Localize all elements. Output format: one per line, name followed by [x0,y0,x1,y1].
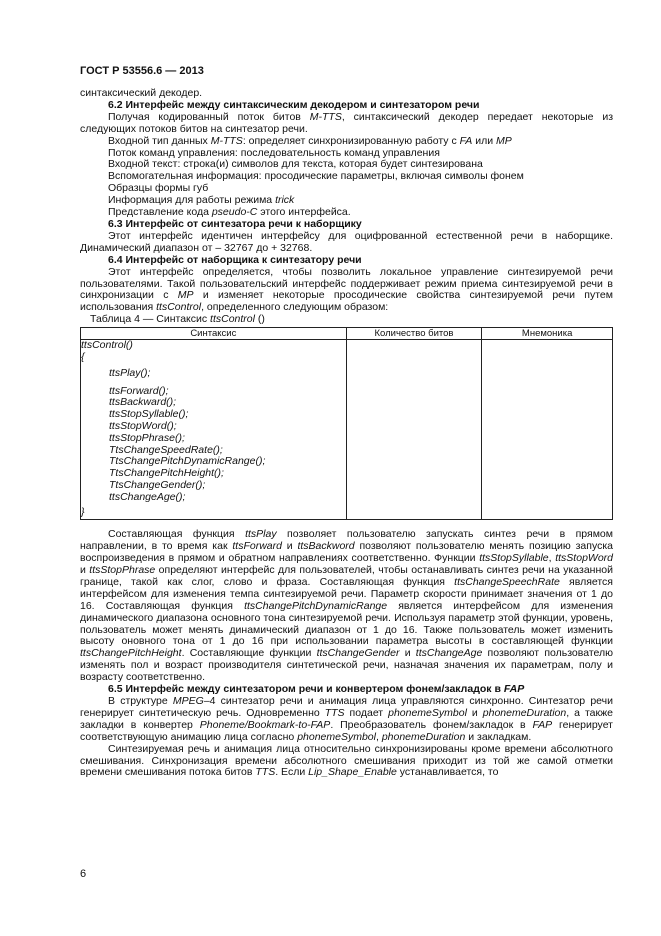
page-number: 6 [80,868,87,880]
code-line: ttsChangeAge(); [109,490,186,503]
list-item: Вспомогательная информация: просодические параметры, включая символы фонем [108,170,524,183]
code-line: ttsStopPhrase(); [109,431,185,444]
page-header: ГОСТ Р 53556.6 — 2013 [80,65,204,77]
list-item: Входной текст: строка(и) символов для текста, которая будет синтезирована [108,158,483,171]
code-line: TtsChangePitchDynamicRange(); [109,455,266,468]
code-line: } [81,506,85,519]
section-heading-6-2: 6.2 Интерфейс между синтаксическим декодером и синтезатором речи [108,98,480,111]
page-content [80,88,613,779]
list-item: Представление кода pseudo-C этого интерфейса. [108,206,351,219]
mnemonic-cell [482,340,613,520]
table-header: Количество битов [346,328,482,340]
paragraph: синтаксический декодер. [80,87,203,99]
paragraph: В структуре MPEG–4 синтезатор речи и анимация лица управляются синхронно. Синтезатор речи генерирует синтетическую речь. Одновременно TTS подает phonemeSymbol и phonemeDuration, а также закладки в конвертер Phoneme/Bookmark-to-FAP. Преобразователь фонем/закладок в FAP генерирует соответствующую анимацию лица согласно phonemeSymbol, phonemeDuration и закладкам. [80,694,614,743]
paragraph-functions: Составляющая функция ttsPlay позволяет пользователю запускать синтез речи в прямом направлении, в то время как ttsForward и ttsBackword позволяют пользователю менять позицию запуска воспроизведения в прямом и обратном направлениях соответственно. Функции ttsStopSyllable, ttsStopWord и ttsStopPhrase определяют интерфейс для пользователей, чтобы останавливать синтез речи на указанной границе, такой как слог, слово и фраза. Составляющая функция ttsChangeSpeechRate является интерфейсом для изменения темпа синтезируемой речи. Параметр скорости принимает значения от 1 до 16. Составляющая функция ttsChangePitchDynamicRange является интерфейсом для изменения динамического диапазона основного тона синтезируемой речи. Используя параметр этой функции, уровень, пользователь может менять динамический диапазон от 1 до 16. Также пользователь может изменить высоту оновного тона от 1 до 16 при использовании параметра высоты в составляющей функции ttsChangePitchHeight. Составляющие функции ttsChangeGender и ttsChangeAge позволяют пользователю изменять пол и возраст производителя синтетической речи, назначая значения их параметрам, полу и возрасту соответственно. [80,528,614,684]
syntax-cell [81,340,347,520]
table-header: Мнемоника [482,328,613,340]
paragraph: Синтезируемая речь и анимация лица относительно синхронизированы кроме времени абсолютного смешивания. Синхронизация времени абсолютного смешивания приходит из той же самой отметки времени смешивания потока битов TTS. Если Lip_Shape_Enable устанавливается, то [80,742,613,779]
section-heading-6-5: 6.5 Интерфейс между синтезатором речи и конвертером фонем/закладок в FAP [108,683,525,696]
code-line: ttsControl() [81,339,133,352]
section-heading-6-4: 6.4 Интерфейс от наборщика к синтезатору речи [108,253,362,266]
code-line: TtsChangeSpeedRate(); [109,443,223,456]
syntax-table [80,327,613,520]
code-line: ttsPlay(); [109,366,151,379]
code-line: TtsChangePitchHeight(); [109,467,224,480]
paragraph: Этот интерфейс определяется, чтобы позволить локальное управление синтезируемой речи пользователями. Такой пользовательский интерфейс поддерживает режим приема синтезируемой речи в синхронизации с MP и изменяет некоторые просодические свойства синтезируемой речи путем использования ttsControl, определенного следующим образом: [80,265,613,314]
section-heading-6-3: 6.3 Интерфейс от синтезатора речи к наборщику [108,217,362,230]
code-line: ttsStopWord(); [109,419,177,432]
code-line: TtsChangeGender(); [109,478,206,491]
code-line: ttsStopSyllable(); [109,408,189,421]
list-item: Информация для работы режима trick [108,194,295,207]
list-item: Поток команд управления: последовательность команд управления [108,146,440,159]
paragraph: Этот интерфейс идентичен интерфейсу для оцифрованной естественной речи в наборщике. Динамический диапазон от – 32767 до + 32768. [80,229,613,254]
table-header: Синтаксис [81,328,347,340]
code-line: ttsBackward(); [109,396,177,409]
list-item: Входной тип данных M-TTS: определяет синхронизированную работу с FA или MP [108,134,512,147]
code-line: { [81,350,85,363]
list-item: Образцы формы губ [108,182,209,195]
table-caption: Таблица 4 — Синтаксис ttsControl () [90,313,265,326]
paragraph: Получая кодированный поток битов M-TTS, синтаксический декодер передает некоторые из следующих потоков битов на синтезатор речи. [80,110,614,135]
bits-cell [346,340,482,520]
code-line: ttsForward(); [109,384,169,397]
